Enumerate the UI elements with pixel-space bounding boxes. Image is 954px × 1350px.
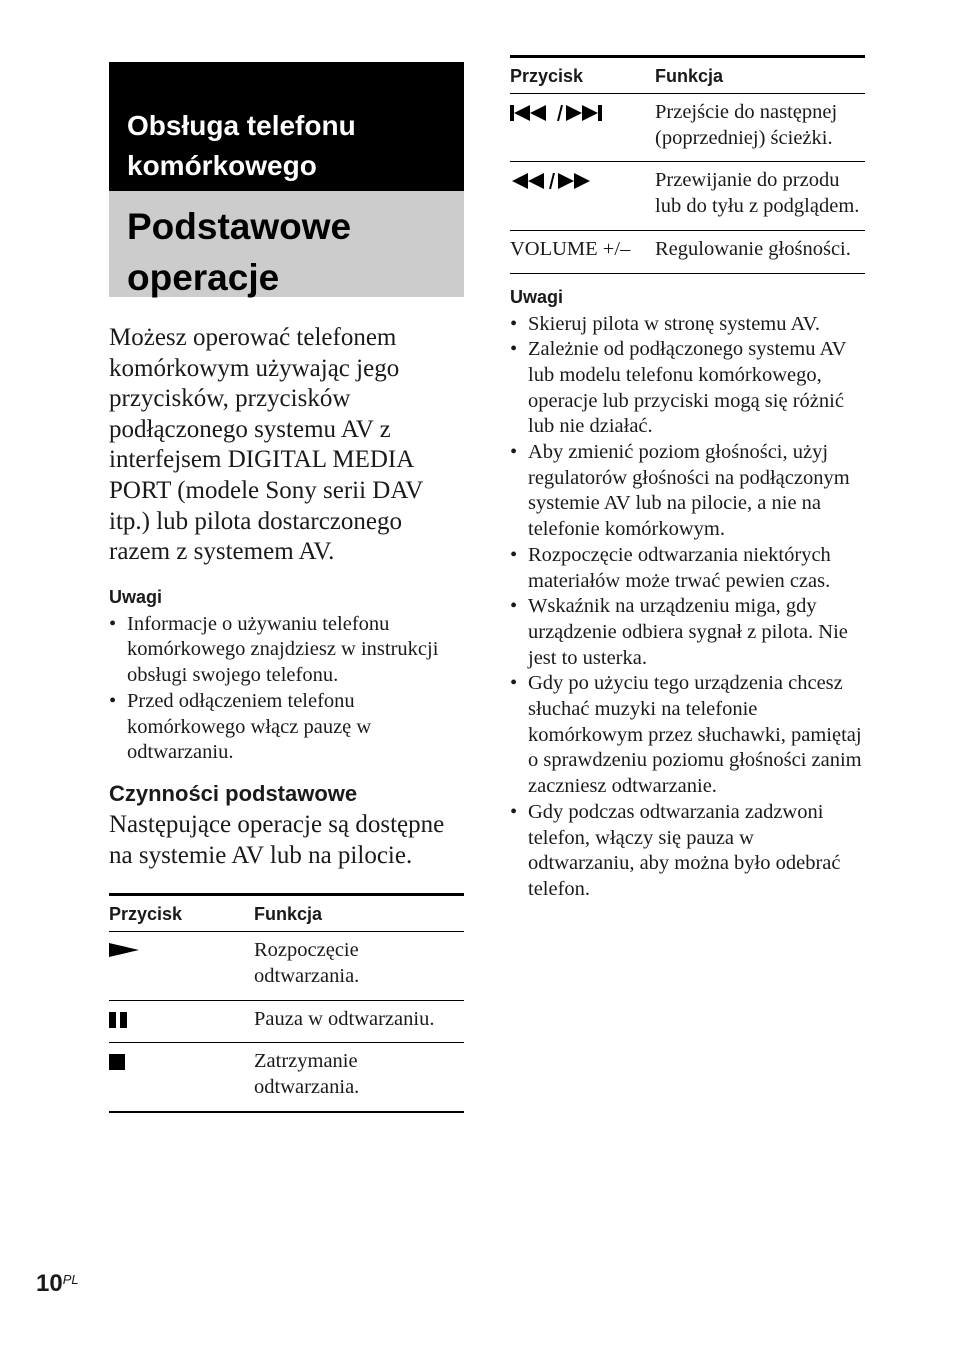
function-cell: Pauza w odtwarzaniu.	[254, 1000, 464, 1043]
table-row	[109, 1000, 464, 1043]
table-row	[109, 932, 464, 1000]
left-column	[109, 62, 464, 1113]
column-header-function: Funkcja	[254, 895, 464, 932]
list-item: • Gdy podczas odtwarzania zadzwoni telefon, włączy się pauza w odtwarzaniu, aby można było odebrać telefon.	[510, 800, 865, 903]
function-cell: Regulowanie głośności.	[655, 230, 865, 273]
notes-left-list	[109, 612, 464, 766]
basic-operations-text: Następujące operacje są dostępne na systemie AV lub na pilocie.	[109, 810, 445, 869]
volume-button-label: VOLUME +/–	[510, 230, 655, 273]
rewind-forward-icon	[510, 162, 655, 230]
notes-right-title: Uwagi	[510, 286, 564, 307]
function-cell: Przewijanie do przodu lub do tyłu z podglądem.	[655, 162, 865, 230]
right-column	[510, 55, 865, 903]
list-item: • Aby zmienić poziom głośności, użyj regulatorów głośności na podłączonym systemie AV lub na pilocie, a nie na telefonie komórkowym.	[510, 440, 865, 543]
function-cell: Rozpoczęcie odtwarzania.	[254, 932, 464, 1000]
table-row	[109, 1043, 464, 1112]
list-item: • Gdy po użyciu tego urządzenia chcesz słuchać muzyki na telefonie komórkowym przez słuchawki, pamiętaj o sprawdzeniu poziomu głośności zanim zaczniesz odtwarzanie.	[510, 671, 865, 800]
list-item: • Zależnie od podłączonego systemu AV lub modelu telefonu komórkowego, operacje lub przyciski mogą się różnić lub nie działać.	[510, 337, 865, 440]
column-header-button: Przycisk	[109, 895, 254, 932]
page-number-value: 10	[36, 1270, 63, 1297]
column-header-function: Funkcja	[655, 57, 865, 94]
table-row	[510, 230, 865, 273]
list-item: • Informacje o używaniu telefonu komórkowego znajdziesz w instrukcji obsługi swojego telefonu.	[109, 612, 464, 689]
notes-right-list	[510, 312, 865, 903]
stop-icon	[109, 1043, 254, 1112]
notes-left-title: Uwagi	[109, 586, 163, 607]
operations-table-left	[109, 893, 464, 1113]
list-item: • Wskaźnik na urządzeniu miga, gdy urządzenie odbiera sygnał z pilota. Nie jest to usterka.	[510, 594, 865, 671]
column-header-button: Przycisk	[510, 57, 655, 94]
list-item: • Rozpoczęcie odtwarzania niektórych materiałów może trwać pewien czas.	[510, 543, 865, 594]
list-item: • Skieruj pilota w stronę systemu AV.	[510, 312, 865, 338]
play-icon	[109, 932, 254, 1000]
list-item: • Przed odłączeniem telefonu komórkowego włącz pauzę w odtwarzaniu.	[109, 689, 464, 766]
intro-paragraph: Możesz operować telefonem komórkowym używając jego przycisków, przycisków podłączonego systemu AV z interfejsem DIGITAL MEDIA PORT (modele Sony serii DAV itp.) lub pilota dostarczonego razem z systemem AV.	[109, 324, 423, 566]
table-row	[510, 162, 865, 230]
basic-operations-title: Czynności podstawowe	[109, 780, 358, 806]
function-cell: Przejście do następnej (poprzedniej) ścieżki.	[655, 94, 865, 162]
pause-icon	[109, 1000, 254, 1043]
page-language: PL	[62, 1272, 79, 1287]
section-banner: Obsługa telefonu komórkowego	[109, 62, 464, 191]
operations-table-right	[510, 55, 865, 274]
page-number	[36, 1270, 79, 1298]
function-cell: Zatrzymanie odtwarzania.	[254, 1043, 464, 1112]
page-title: Podstawowe operacje	[109, 191, 464, 297]
prev-next-icon	[510, 94, 655, 162]
table-row	[510, 94, 865, 162]
